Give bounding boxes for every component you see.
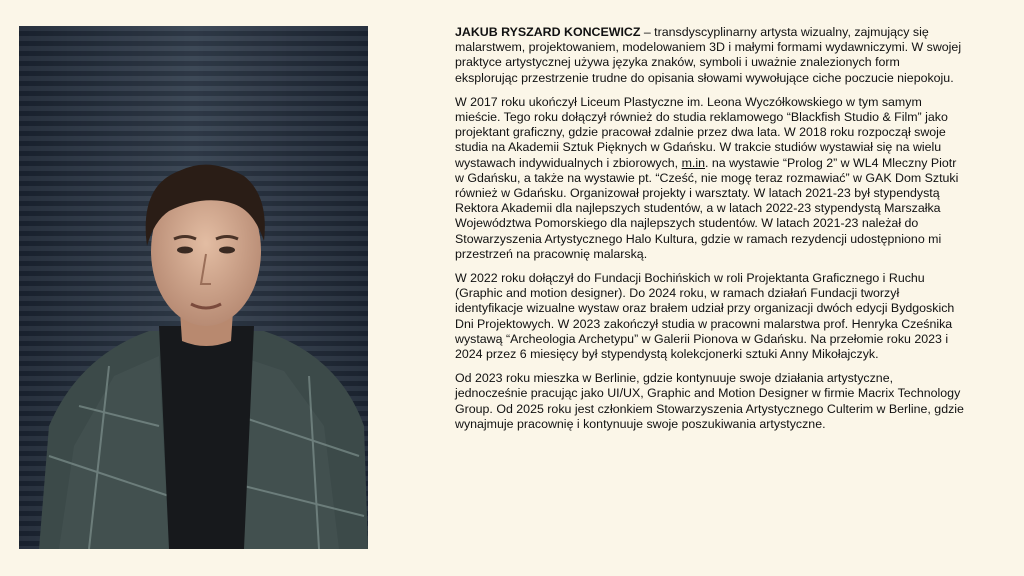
intro-text: – transdyscyplinarny artysta wizualny, zajmujący się malarstwem, projektowaniem, modelowaniem 3D i małymi formami wydawniczymi. W swojej praktyce artystycznej używa języka znaków, symboli i uważnie znalezionych form eksplorując przestrzenie trudne do opisania słowami wywołujące ciche poczucie niepokoju. — [455, 25, 962, 85]
portrait-photo — [19, 26, 368, 549]
bio-paragraph-education — [455, 95, 965, 262]
bio-text — [455, 25, 965, 441]
min-link[interactable]: m.in — [681, 155, 705, 170]
portrait-photo-icon — [19, 26, 368, 549]
artist-name: JAKUB RYSZARD KONCEWICZ — [455, 25, 641, 39]
bio-paragraph-foundation: W 2022 roku dołączył do Fundacji Bochińskich w roli Projektanta Graficznego i Ruchu (Graphic and motion designer). Do 2024 roku, w ramach działań Fundacji tworzył identyfikacje wizualne wystaw oraz brałem udział przy organizacji dwóch edycji Bydgoskich Dni Projektowych. W 2023 zakończył studia w pracowni malarstwa prof. Henryka Cześnika wystawą “Archeologia Archetypu” w Galerii Pionova w Gdańsku. Na przełomie roku 2023 i 2024 przez 6 miesięcy był stypendystą kolekcjonerki sztuki Anny Mikołajczyk. — [455, 271, 955, 362]
education-text-end: . na wystawie “Prolog 2” w WL4 Mleczny Piotr w Gdańsku, a także na wystawie pt. “Cześć, nie mogę teraz rozmawiać” w GAK Dom Sztuki również w Gdańsku. Organizował projekty i warsztaty. W latach 2021-23 był stypendystą Rektora Akademii dla najlepszych studentów, a w latach 2022-23 stypendystą Marszałka Województwa Pomorskiego dla najlepszych studentów. W latach 2021-23 należał do Stowarzyszenia Artystycznego Halo Kultura, gdzie w ramach rezydencji udostępniono mi przestrzeń na pracownię malarską. — [455, 155, 959, 261]
education-text-start: W 2017 roku ukończył Liceum Plastyczne im. Leona Wyczółkowskiego w tym samym mieście. Tego roku dołączył również do studia reklamowego “Blackfish Studio & Film” jako projektant graficzny, gdzie pracował zdalnie przez dwa lata. W 2018 roku rozpoczął swoje studia na Akademii Sztuk Pięknych w Gdańsku. W trakcie studiów wystawiał się na wielu wystawach indywidualnych i zbiorowych, — [455, 94, 948, 170]
bio-paragraph-intro — [455, 25, 965, 86]
bio-paragraph-berlin: Od 2023 roku mieszka w Berlinie, gdzie kontynuuje swoje działania artystyczne, jednocześnie pracując jako UI/UX, Graphic and Motion Designer w firmie Macrix Technology Group. Od 2025 roku jest członkiem Stowarzyszenia Artystycznego Culterim w Berline, gdzie wynajmuje pracownię i kontynuuje swoje poszukiwania artystyczne. — [455, 371, 964, 431]
